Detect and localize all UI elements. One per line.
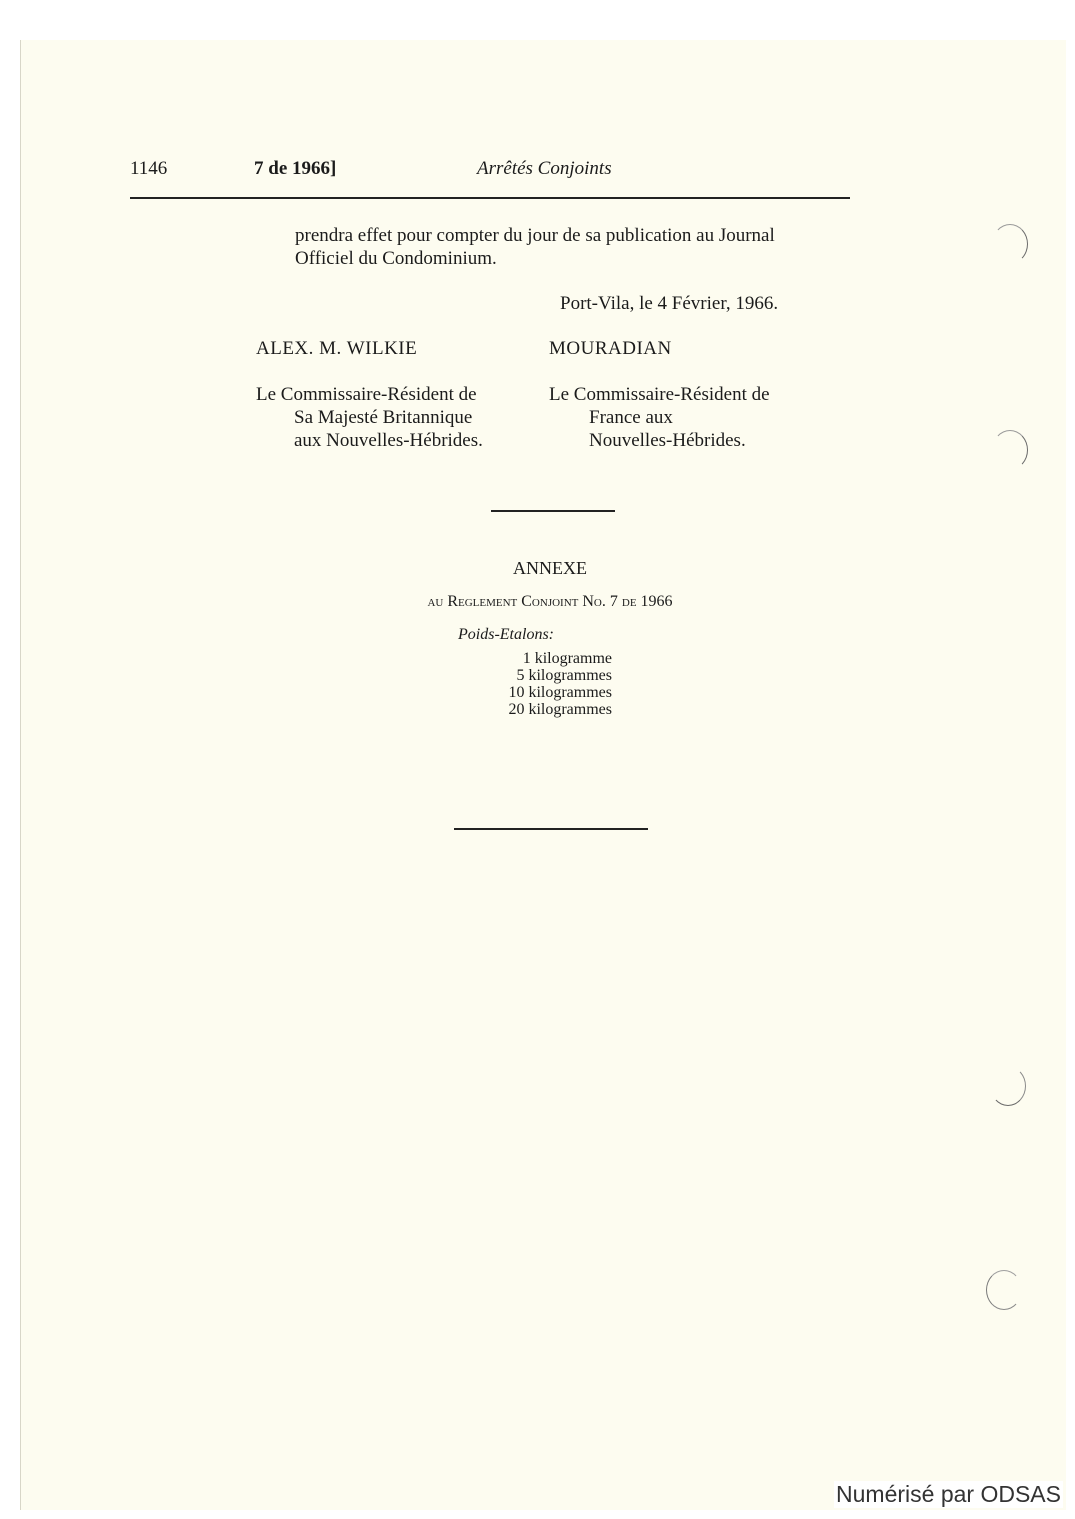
dateline: Port-Vila, le 4 Février, 1966. xyxy=(560,293,779,314)
body-paragraph xyxy=(295,224,855,270)
weights-label: Poids-Etalons: xyxy=(458,626,554,643)
list-item: 5 kilogrammes xyxy=(516,667,612,684)
list-item: 10 kilogrammes xyxy=(508,684,612,701)
binder-hole-icon xyxy=(992,430,1028,470)
title-line: Le Commissaire-Résident de xyxy=(256,384,477,405)
annex-heading: ANNEXE xyxy=(513,558,587,578)
signatory-name-right: MOURADIAN xyxy=(549,338,672,359)
running-title: Arrêtés Conjoints xyxy=(477,158,612,179)
end-divider xyxy=(454,828,648,830)
digitization-watermark: Numérisé par ODSAS xyxy=(836,1481,1061,1507)
section-divider xyxy=(491,510,615,512)
signatory-title-right xyxy=(549,383,770,452)
binder-hole-icon xyxy=(992,224,1028,264)
title-line: Nouvelles-Hébrides. xyxy=(589,430,746,451)
page-number: 1146 xyxy=(130,158,168,179)
title-line: aux Nouvelles-Hébrides. xyxy=(294,430,483,451)
title-line: Sa Majesté Britannique xyxy=(294,407,473,428)
title-line: Le Commissaire-Résident de xyxy=(549,384,770,405)
title-line: France aux xyxy=(589,407,673,428)
binder-hole-icon xyxy=(986,1270,1022,1310)
binder-hole-icon xyxy=(990,1066,1026,1106)
list-item: 1 kilogramme xyxy=(522,650,612,667)
paragraph-line: prendra effet pour compter du jour de sa publication au Journal xyxy=(295,225,775,246)
list-item: 20 kilogrammes xyxy=(508,701,612,718)
signatory-name-left: ALEX. M. WILKIE xyxy=(256,338,418,359)
paragraph-line: Officiel du Condominium. xyxy=(295,248,497,269)
annex-subheading: au Reglement Conjoint No. 7 de 1966 xyxy=(427,593,673,610)
header-rule xyxy=(130,197,850,199)
weights-list xyxy=(470,650,612,718)
signatory-title-left xyxy=(256,383,483,452)
header-reference: 7 de 1966] xyxy=(254,158,337,179)
